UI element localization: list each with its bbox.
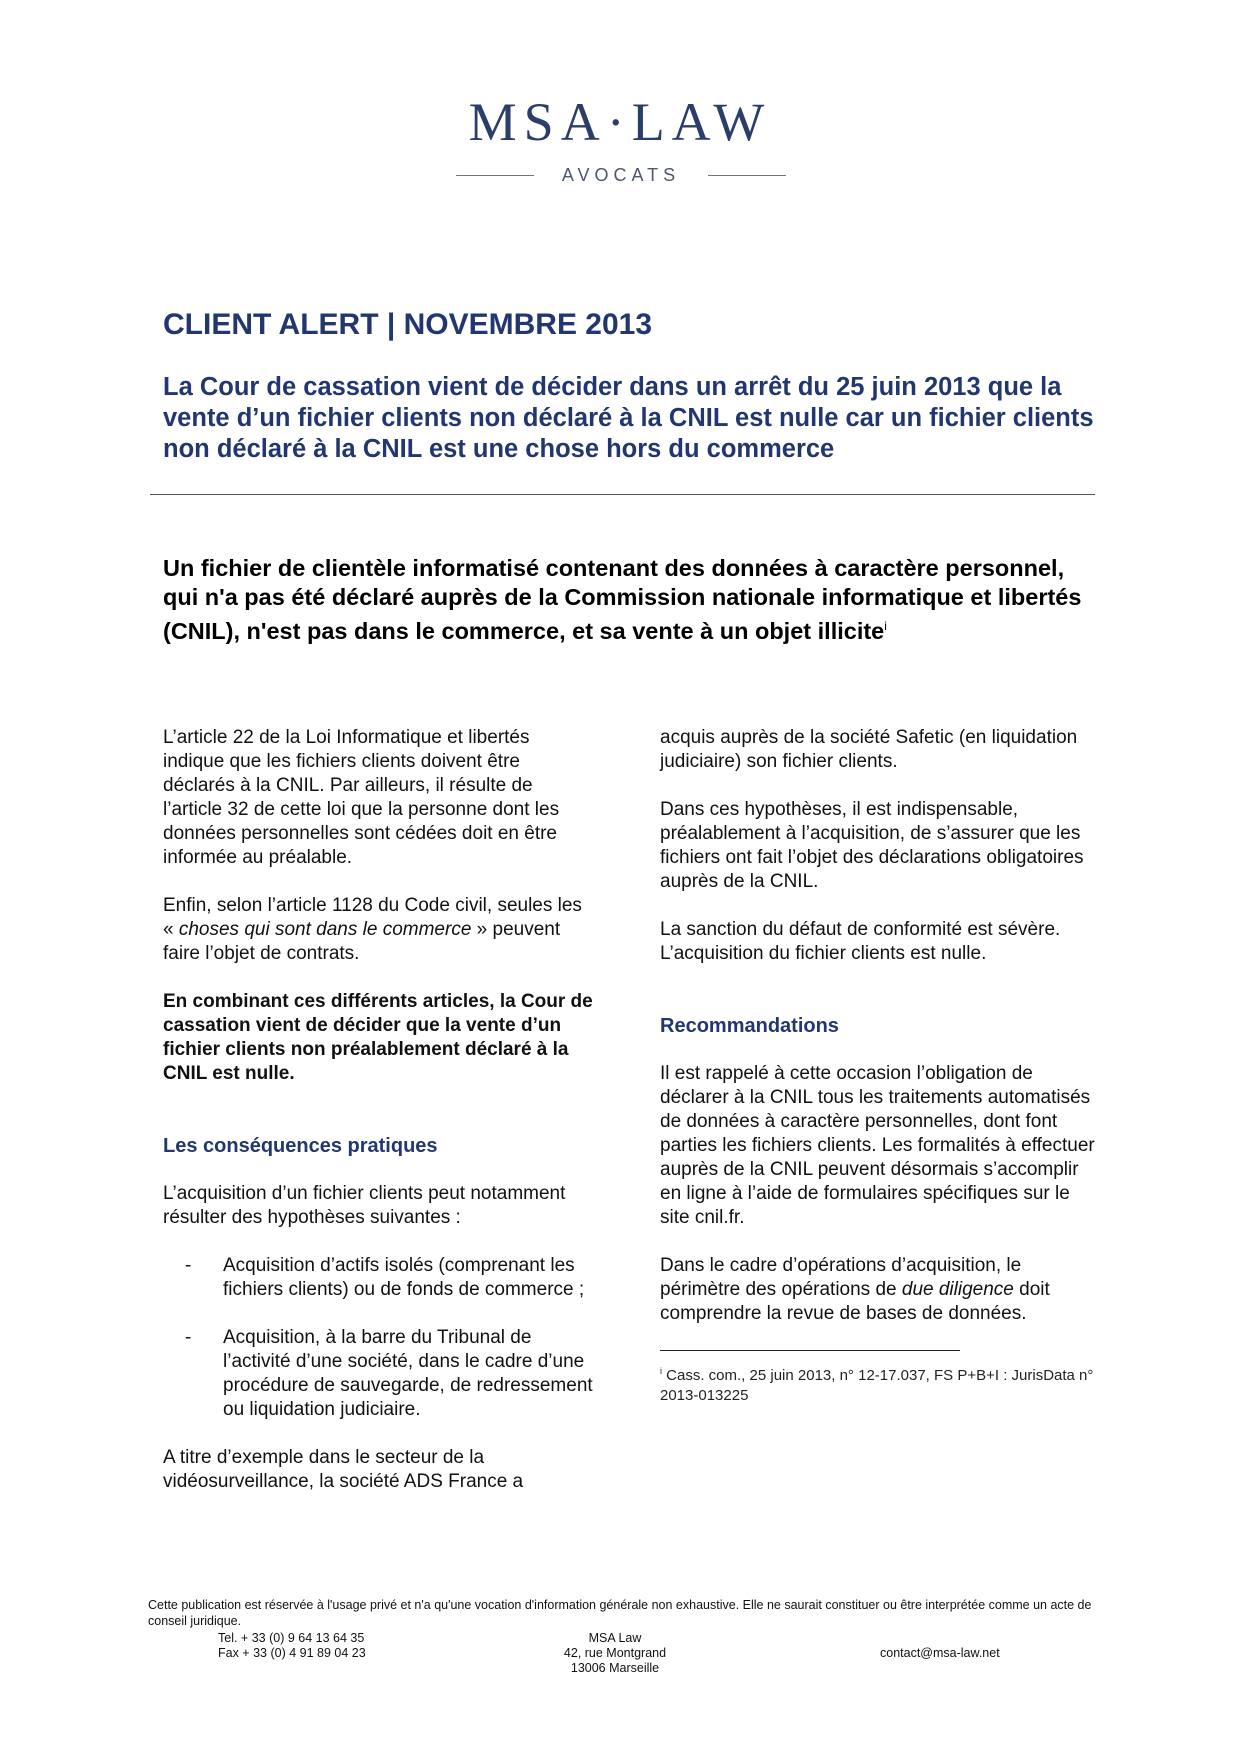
footer-fax: Fax + 33 (0) 4 91 89 04 23 <box>218 1646 366 1660</box>
left-paragraph-2 <box>163 894 593 966</box>
list-dash: - <box>185 1255 192 1276</box>
footer-email-link[interactable]: contact@msa-law.net <box>880 1646 1000 1660</box>
headline: La Cour de cassation vient de décider dans un arrêt du 25 juin 2013 que la vente d’un fichier clients non déclaré à la CNIL est nulle car un fichier clients non déclaré à la CNIL est une chose hors du commerce <box>163 373 1094 463</box>
list-item <box>163 1254 593 1302</box>
right-column <box>660 726 1100 1406</box>
left-paragraph-5: A titre d’exemple dans le secteur de la vidéosurveillance, la société ADS France a <box>163 1447 524 1492</box>
logo-subline <box>456 160 786 190</box>
left-column <box>163 726 593 1518</box>
list-item-text: Acquisition, à la barre du Tribunal de l’activité d’une société, dans le cadre d’une procédure de sauvegarde, de redressement ou liquidation judiciaire. <box>223 1327 593 1420</box>
alert-title: CLIENT ALERT | NOVEMBRE 2013 <box>163 308 653 341</box>
footer-phone-block <box>218 1631 366 1661</box>
right-paragraph-3: La sanction du défaut de conformité est sévère. L’acquisition du fichier clients est nulle. <box>660 919 1061 964</box>
footnote-ref: i <box>660 1366 662 1376</box>
heading-consequences: Les conséquences pratiques <box>163 1135 438 1157</box>
footnote-text: Cass. com., 25 juin 2013, n° 12-17.037, FS P+B+I : JurisData n° 2013-013225 <box>660 1367 1094 1404</box>
footer-street: 42, rue Montgrand <box>563 1646 667 1660</box>
list-item-text: Acquisition d’actifs isolés (comprenant les fichiers clients) ou de fonds de commerce ; <box>223 1255 585 1300</box>
logo-tagline: AVOCATS <box>561 164 681 185</box>
list-item <box>163 1326 593 1422</box>
footnote-rule <box>660 1350 960 1351</box>
heading-recommandations: Recommandations <box>660 1015 839 1037</box>
left-paragraph-1: L’article 22 de la Loi Informatique et libertés indique que les fichiers clients doivent être déclarés à la CNIL. Par ailleurs, il résulte de l’article 32 de cette loi que la personne dont les données personnelles sont cédées doit en être informée au préalable. <box>163 727 560 868</box>
right-p5-emphasis: due diligence <box>901 1279 1014 1300</box>
footer-disclaimer: Cette publication est réservée à l'usage privé et n'a qu'une vocation d'information générale non exhaustive. Elle ne saurait constituer ou être interprétée comme un acte de conseil juridique. <box>148 1598 1092 1628</box>
left-paragraph-3: En combinant ces différents articles, la Cour de cassation vient de décider que la vente d’un fichier clients non préalablement déclaré à la CNIL est nulle. <box>163 991 593 1084</box>
left-p2-end: » peuvent faire l’objet de contrats. <box>163 919 561 964</box>
logo-rule-right <box>708 175 786 176</box>
right-paragraph-4: Il est rappelé à cette occasion l’obligation de déclarer à la CNIL tous les traitements automatisés de données à caractère personnelles, dont font parties les fichiers clients. Les formalités à effectuer auprès de la CNIL peuvent désormais s’accomplir en ligne à l’aide de formulaires spécifiques sur le site cnil.fr. <box>660 1063 1095 1228</box>
spacer <box>163 1110 593 1134</box>
left-p2-start: Enfin, selon l’article 1128 du Code civil, seules les « <box>163 895 582 940</box>
footer-city: 13006 Marseille <box>570 1661 660 1675</box>
footer-firm: MSA Law <box>588 1631 642 1645</box>
footer-tel: Tel. + 33 (0) 9 64 13 64 35 <box>218 1631 365 1645</box>
divider <box>150 494 1095 495</box>
summary <box>163 554 1098 646</box>
logo-rule-left <box>456 175 534 176</box>
summary-text: Un fichier de clientèle informatisé contenant des données à caractère personnel, qui n'a pas été déclaré auprès de la Commission nationale informatique et libertés (CNIL), n'est pas dans le commerce, et sa vente à un objet illicite <box>163 555 1082 644</box>
right-p5-end: doit comprendre la revue de bases de données. <box>660 1279 1050 1324</box>
right-paragraph-1: acquis auprès de la société Safetic (en liquidation judiciaire) son fichier clients. <box>660 727 1078 772</box>
left-paragraph-4: L’acquisition d’un fichier clients peut notamment résulter des hypothèses suivantes : <box>163 1183 566 1228</box>
hypotheses-list <box>163 1254 593 1422</box>
footnote <box>660 1361 1100 1406</box>
right-p5-start: Dans le cadre d’opérations d’acquisition, le périmètre des opérations de <box>660 1255 1022 1300</box>
spacer <box>660 990 1100 1014</box>
right-paragraph-2: Dans ces hypothèses, il est indispensable, préalablement à l’acquisition, de s’assurer que les fichiers ont fait l’objet des déclarations obligatoires auprès de la CNIL. <box>660 799 1084 892</box>
logo-wordmark: MSA·LAW <box>468 92 772 152</box>
right-paragraph-5 <box>660 1254 1100 1326</box>
list-dash: - <box>185 1327 192 1348</box>
footer-address-block <box>500 1631 730 1676</box>
left-p2-emphasis: choses qui sont dans le commerce <box>178 919 472 940</box>
footer-email-block <box>880 1646 1000 1661</box>
summary-note-ref: i <box>884 619 887 633</box>
